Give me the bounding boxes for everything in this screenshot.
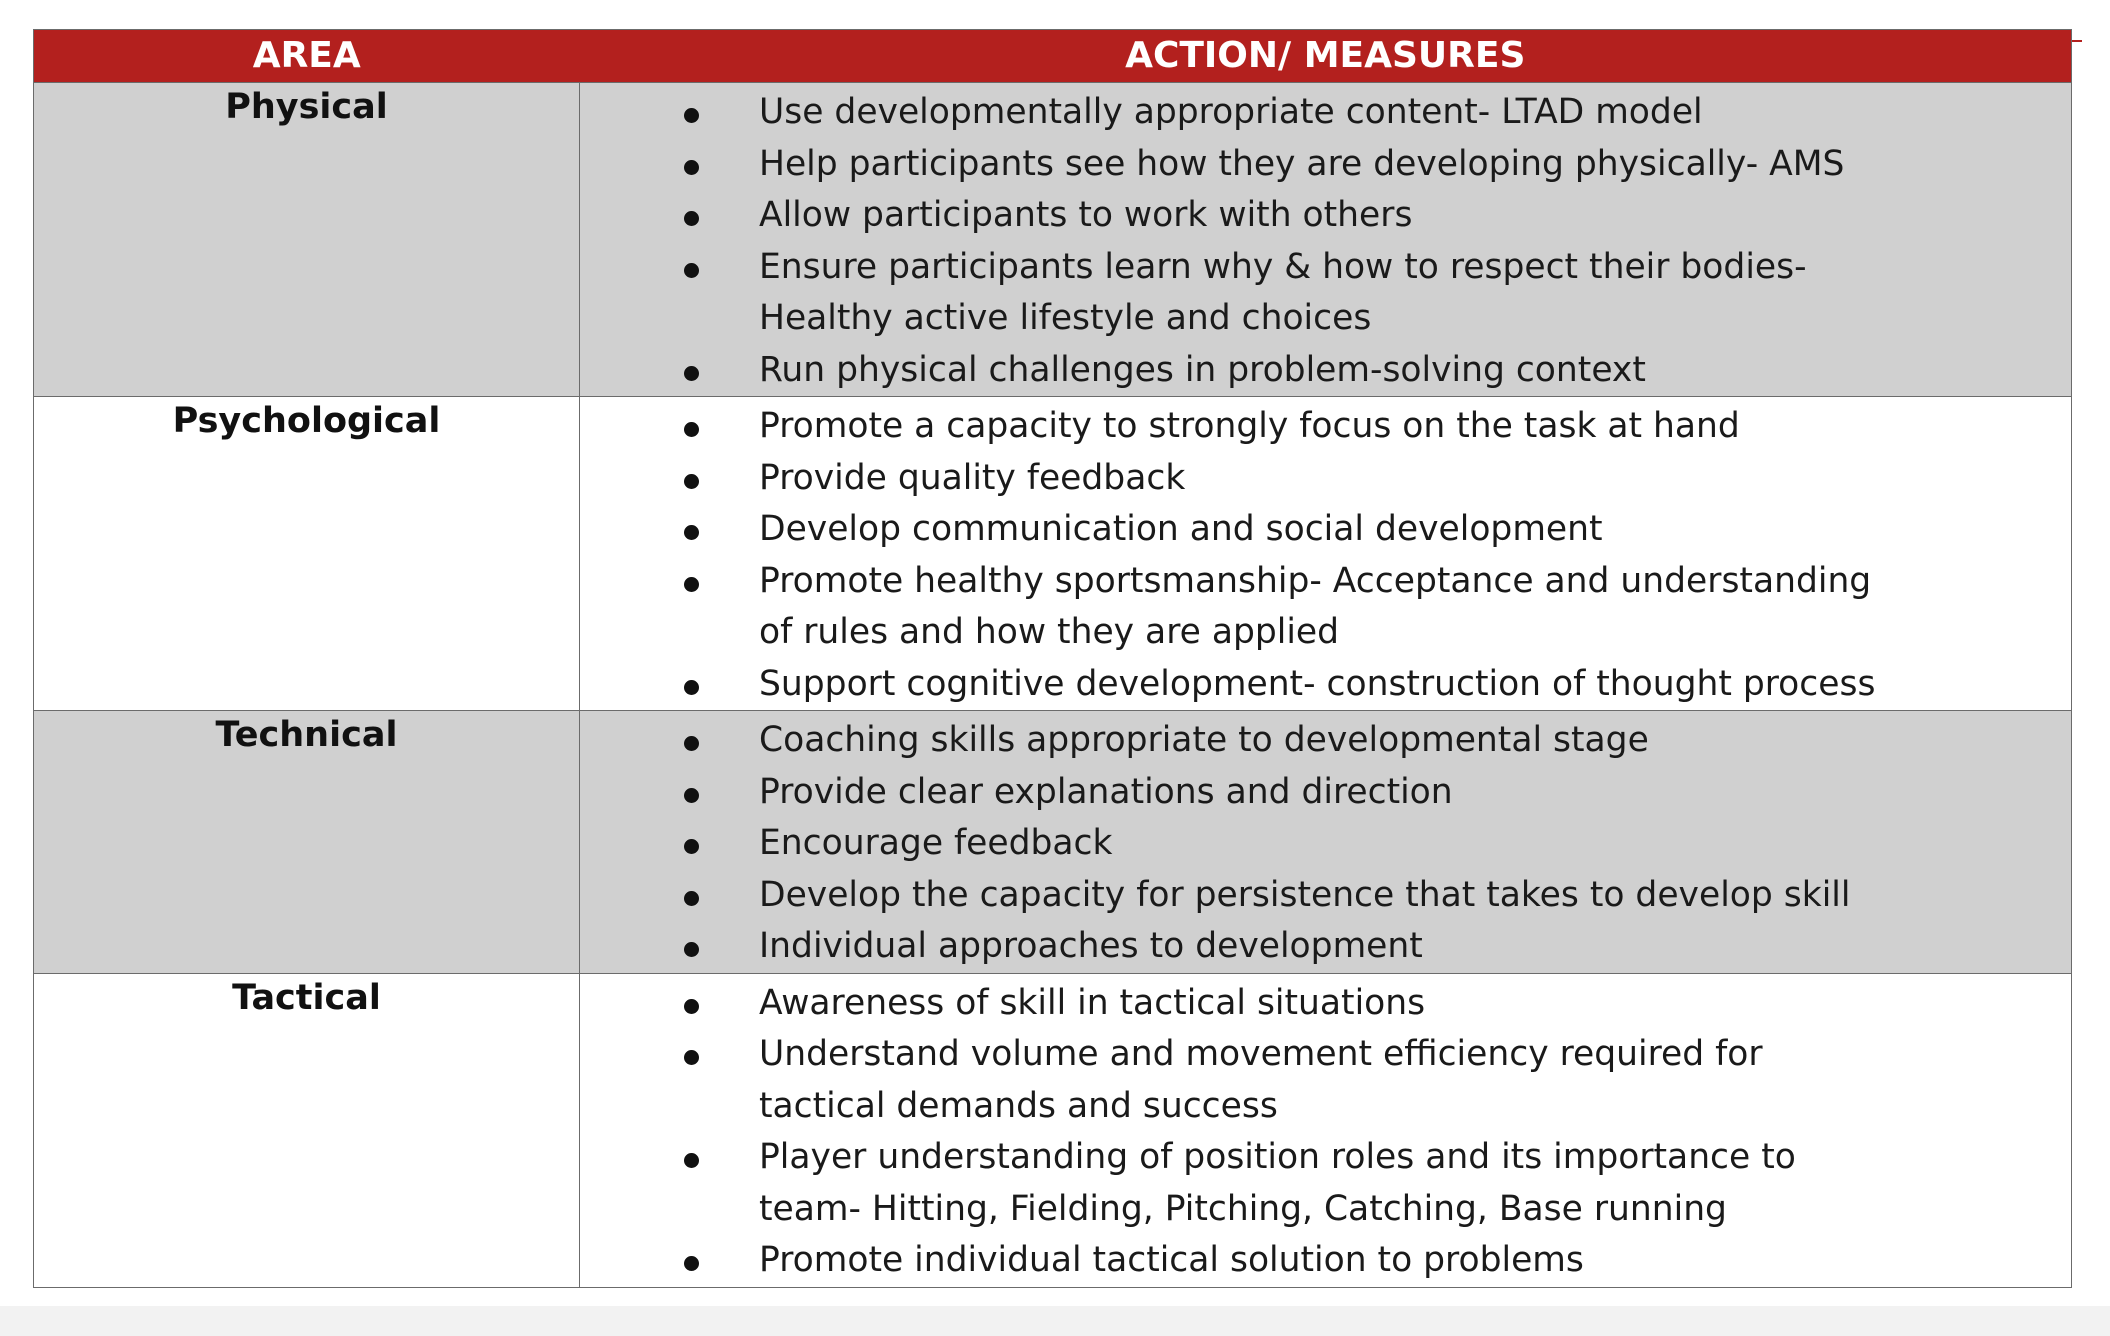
bullet-icon xyxy=(684,680,699,695)
bullet-icon xyxy=(684,999,699,1014)
action-column-header: ACTION/ MEASURES xyxy=(580,30,2072,83)
measure-line: Healthy active lifestyle and choices xyxy=(759,298,1372,338)
bullet-icon xyxy=(684,366,699,381)
measure-text xyxy=(759,345,2047,397)
bullet-icon xyxy=(684,211,699,226)
measure-text xyxy=(759,401,2047,453)
bullet-icon xyxy=(684,1256,699,1271)
bullet-icon xyxy=(684,1050,699,1065)
list-item xyxy=(580,190,2071,242)
action-cell xyxy=(580,83,2072,397)
list-item xyxy=(580,659,2071,711)
measure-text xyxy=(759,1029,2047,1132)
bullet-icon xyxy=(684,474,699,489)
list-item xyxy=(580,401,2071,453)
action-cell xyxy=(580,973,2072,1287)
bullet-icon xyxy=(684,108,699,123)
measure-line: Run physical challenges in problem-solving context xyxy=(759,349,1646,390)
table-body xyxy=(34,83,2072,1288)
measure-text xyxy=(759,87,2047,139)
table-row xyxy=(34,973,2072,1287)
measure-text xyxy=(759,659,2047,711)
measures-list xyxy=(580,711,2071,973)
measure-line: Encourage feedback xyxy=(759,823,1113,863)
measure-line: Help participants see how they are developing physically- AMS xyxy=(759,143,1845,184)
measure-text xyxy=(759,715,2047,767)
measure-line: Player understanding of position roles and its importance to xyxy=(759,1137,1796,1177)
measure-text xyxy=(759,921,2047,973)
list-item xyxy=(580,818,2071,870)
measure-line: Allow participants to work with others xyxy=(759,195,1413,235)
measure-line: Promote a capacity to strongly focus on the task at hand xyxy=(759,406,1740,446)
table-row xyxy=(34,397,2072,711)
measure-line: Use developmentally appropriate content- LTAD model xyxy=(759,92,1703,132)
table-header-row xyxy=(34,30,2072,83)
action-cell xyxy=(580,397,2072,711)
bullet-icon xyxy=(684,160,699,175)
bullet-icon xyxy=(684,1153,699,1168)
bullet-icon xyxy=(684,263,699,278)
measure-line: Ensure participants learn why & how to respect their bodies- xyxy=(759,246,1807,287)
measure-line: Promote healthy sportsmanship- Acceptance and understanding xyxy=(759,560,1872,601)
measure-text xyxy=(759,818,2047,870)
measure-line: Develop communication and social development xyxy=(759,509,1603,549)
development-table xyxy=(33,29,2072,1288)
list-item xyxy=(580,139,2071,191)
area-column-header: AREA xyxy=(34,30,580,83)
measure-line: Coaching skills appropriate to developmental stage xyxy=(759,720,1649,760)
measure-line: Individual approaches to development xyxy=(759,926,1423,966)
list-item xyxy=(580,242,2071,345)
corner-mark xyxy=(2072,40,2082,42)
bullet-icon xyxy=(684,839,699,854)
list-item xyxy=(580,87,2071,139)
table-row xyxy=(34,83,2072,397)
measure-text xyxy=(759,556,2047,659)
list-item xyxy=(580,453,2071,505)
table-row xyxy=(34,711,2072,974)
area-cell: Technical xyxy=(34,711,580,974)
measure-line: team- Hitting, Fielding, Pitching, Catching, Base running xyxy=(759,1188,1727,1229)
measure-line: Provide clear explanations and direction xyxy=(759,771,1453,812)
list-item xyxy=(580,921,2071,973)
area-cell: Physical xyxy=(34,83,580,397)
list-item xyxy=(580,556,2071,659)
list-item xyxy=(580,504,2071,556)
measure-text xyxy=(759,139,2047,191)
bullet-icon xyxy=(684,891,699,906)
measure-line: of rules and how they are applied xyxy=(759,612,1340,652)
measure-text xyxy=(759,453,2047,505)
measure-text xyxy=(759,978,2047,1030)
measure-text xyxy=(759,1235,2047,1287)
measure-line: Provide quality feedback xyxy=(759,457,1186,498)
measures-list xyxy=(580,83,2071,396)
bullet-icon xyxy=(684,422,699,437)
measure-line: Support cognitive development- construction of thought process xyxy=(759,663,1876,704)
bullet-icon xyxy=(684,788,699,803)
list-item xyxy=(580,715,2071,767)
measure-text xyxy=(759,242,2047,345)
measures-list xyxy=(580,397,2071,710)
list-item xyxy=(580,1235,2071,1287)
measure-text xyxy=(759,870,2047,922)
bullet-icon xyxy=(684,577,699,592)
list-item xyxy=(580,870,2071,922)
measure-line: Develop the capacity for persistence that takes to develop skill xyxy=(759,874,1851,915)
measure-text xyxy=(759,190,2047,242)
measure-text xyxy=(759,767,2047,819)
list-item xyxy=(580,345,2071,397)
measures-list xyxy=(580,974,2071,1287)
measure-line: Understand volume and movement efficiency required for xyxy=(759,1034,1763,1074)
measure-line: tactical demands and success xyxy=(759,1085,1278,1126)
list-item xyxy=(580,767,2071,819)
action-cell xyxy=(580,711,2072,974)
measure-line: Awareness of skill in tactical situations xyxy=(759,982,1426,1023)
list-item xyxy=(580,1029,2071,1132)
list-item xyxy=(580,1132,2071,1235)
measure-text xyxy=(759,1132,2047,1235)
measure-text xyxy=(759,504,2047,556)
bullet-icon xyxy=(684,525,699,540)
bullet-icon xyxy=(684,942,699,957)
area-cell: Tactical xyxy=(34,973,580,1287)
list-item xyxy=(580,978,2071,1030)
measure-line: Promote individual tactical solution to problems xyxy=(759,1240,1584,1280)
area-cell: Psychological xyxy=(34,397,580,711)
bullet-icon xyxy=(684,736,699,751)
